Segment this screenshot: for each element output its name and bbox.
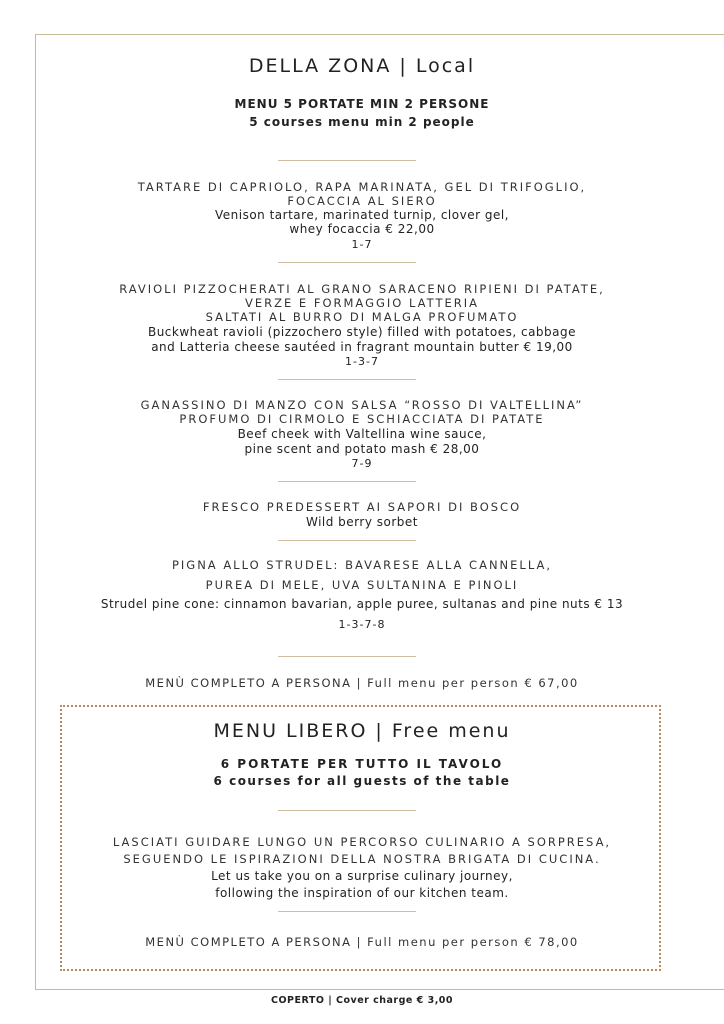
dish-2-english-line-2: and Latteria cheese sautéed in fragrant mountain butter € 19,00 bbox=[151, 340, 573, 354]
dish-5-english: Strudel pine cone: cinnamon bavarian, apple puree, sultanas and pine nuts € 13 bbox=[100, 597, 624, 611]
free-menu-subtitle-en: 6 courses for all guests of the table bbox=[213, 774, 511, 788]
free-menu-desc-line-3: Let us take you on a surprise culinary journey, bbox=[211, 869, 513, 883]
dish-3-name-line-2: PROFUMO DI CIRMOLO E SCHIACCIATA DI PATATE bbox=[179, 412, 545, 426]
dish-5-name-line-2: PUREA DI MELE, UVA SULTANINA E PINOLI bbox=[205, 578, 519, 592]
separator bbox=[278, 810, 416, 811]
separator bbox=[278, 911, 416, 912]
local-subtitle-it: MENU 5 PORTATE MIN 2 PERSONE bbox=[234, 97, 490, 111]
separator bbox=[278, 540, 416, 541]
dish-2-allergens: 1-3-7 bbox=[345, 355, 379, 368]
dish-2-name-line-3: SALTATI AL BURRO DI MALGA PROFUMATO bbox=[205, 310, 519, 324]
free-menu-desc-line-2: SEGUENDO LE ISPIRAZIONI DELLA NOSTRA BRIGATA DI CUCINA. bbox=[123, 852, 601, 866]
dish-5-allergens: 1-3-7-8 bbox=[338, 618, 386, 631]
local-subtitle-en: 5 courses menu min 2 people bbox=[249, 115, 475, 129]
dish-3-name-line-1: GANASSINO DI MANZO CON SALSA “ROSSO DI VALTELLINA” bbox=[140, 398, 584, 412]
separator bbox=[278, 656, 416, 657]
dish-1-name-line-1: TARTARE DI CAPRIOLO, RAPA MARINATA, GEL DI TRIFOGLIO, bbox=[137, 180, 587, 194]
dish-2-name-line-1: RAVIOLI PIZZOCHERATI AL GRANO SARACENO RIPIENI DI PATATE, bbox=[119, 282, 605, 296]
cover-charge: COPERTO | Cover charge € 3,00 bbox=[270, 995, 454, 1006]
dish-2-name-line-2: VERZE E FORMAGGIO LATTERIA bbox=[244, 296, 480, 310]
free-menu-total-price: MENÙ COMPLETO A PERSONA | Full menu per person € 78,00 bbox=[145, 935, 579, 949]
dish-1-name-line-2: FOCACCIA AL SIERO bbox=[287, 194, 437, 208]
dish-1-allergens: 1-7 bbox=[351, 238, 373, 251]
local-total-price: MENÙ COMPLETO A PERSONA | Full menu per person € 67,00 bbox=[145, 676, 579, 690]
free-menu-desc-line-4: following the inspiration of our kitchen team. bbox=[215, 886, 509, 900]
separator bbox=[278, 160, 416, 161]
separator bbox=[278, 379, 416, 380]
dish-3-english-line-2: pine scent and potato mash € 28,00 bbox=[244, 442, 480, 456]
separator bbox=[278, 481, 416, 482]
dish-5-name-line-1: PIGNA ALLO STRUDEL: BAVARESE ALLA CANNELLA, bbox=[171, 558, 553, 572]
dish-4-english: Wild berry sorbet bbox=[305, 515, 418, 529]
dish-3-allergens: 7-9 bbox=[351, 457, 373, 470]
local-menu-title: DELLA ZONA | Local bbox=[248, 55, 476, 77]
dish-1-english-line-1: Venison tartare, marinated turnip, clover gel, bbox=[214, 208, 509, 222]
free-menu-title: MENU LIBERO | Free menu bbox=[213, 720, 511, 742]
free-menu-desc-line-1: LASCIATI GUIDARE LUNGO UN PERCORSO CULINARIO A SORPRESA, bbox=[112, 835, 612, 849]
free-menu-subtitle-it: 6 PORTATE PER TUTTO IL TAVOLO bbox=[220, 757, 504, 771]
dish-2-english-line-1: Buckwheat ravioli (pizzochero style) filled with potatoes, cabbage bbox=[147, 325, 577, 339]
separator bbox=[278, 262, 416, 263]
dish-1-english-line-2: whey focaccia € 22,00 bbox=[289, 222, 435, 236]
dish-4-name: FRESCO PREDESSERT AI SAPORI DI BOSCO bbox=[202, 500, 522, 514]
dish-3-english-line-1: Beef cheek with Valtellina wine sauce, bbox=[237, 427, 487, 441]
